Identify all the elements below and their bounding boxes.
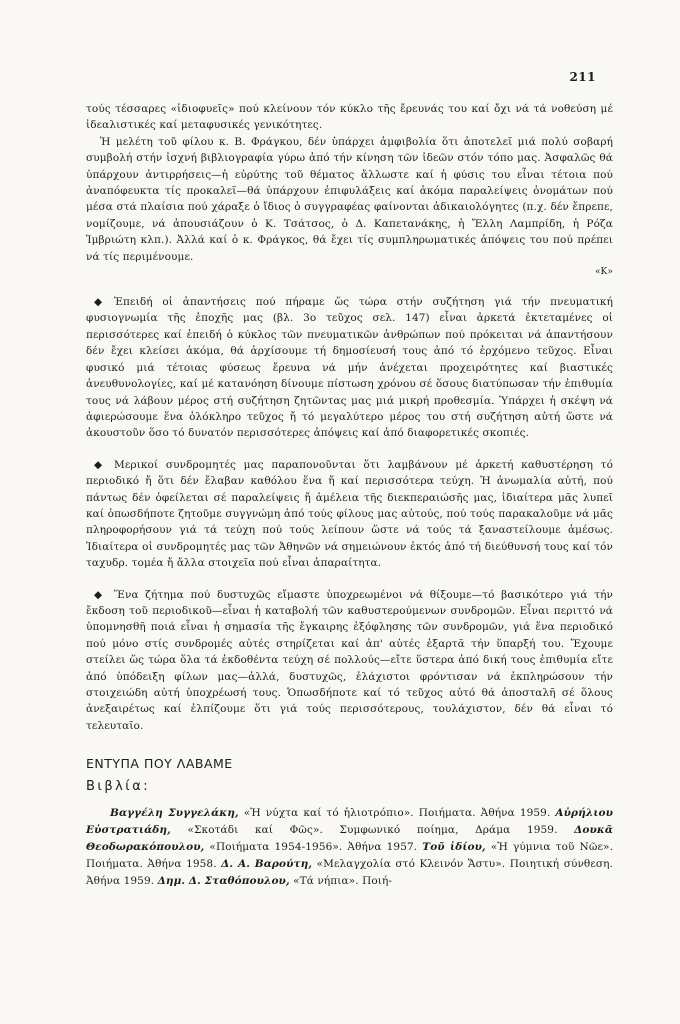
book-details: «Ποιήματα 1954-1956». Ἀθήνα 1957. xyxy=(204,841,423,854)
book-details: «Τά νήπια». Ποιή- xyxy=(289,875,393,888)
book-details: «Ἡ νύχτα καί τό ἡλιοτρόπιο». Ποιήματα. Ἀθήνα 1959. xyxy=(238,807,556,820)
section-heading: ΕΝΤΥΠΑ ΠΟΥ ΛΑΒΑΜΕ xyxy=(86,756,233,772)
diamond-bullet-icon: ◆ xyxy=(94,458,103,471)
notice-survey-text: Ἐπειδή οἱ ἀπαντήσεις πού πήραμε ὥς τώρα στήν συζήτηση γιά τήν πνευματική φυσιογνωμία τῆς ἐποχῆς μας (βλ. 3ο τεῦχος σελ. 147) εἶναι ἀρκετά ἐκτεταμένες οἱ περισσότερες καί ἐπειδή ὁ κύκλος τῶν πνευματικῶν ἀνθρώπων πού πρόκειται νά ἀπαντήσουν δέν ἔχει κλείσει ἀκόμα, θά ἀρχίσουμε τή δημοσίευσή τους ἀπό τό ἐρχόμενο τεῦχος. Εἶναι φυσικό μιά τέτοιας φύσεως ἔρευνα νά μήν ἀνέχεται προχειρότητες καί βιαστικές ἀνευθυνολογίες, καί μέ κατανόηση δίνουμε πίστωση χρόνου σέ ὅσους διατύπωσαν τήν ἐπιθυμία τους νά λάβουν μέρος στή συζήτηση ζητῶντας μας μιά μικρή προθεσμία. Ὑπάρχει ἡ σκέψη νά ἀφιερώσουμε ἕνα ὁλόκληρο τεῦχος ἤ τό μεγαλύτερο μέρος του στή συζήτηση αὐτή ὥστε νά ἀκουστοῦν ὅσο τό δυνατόν περισσότερες ἀπόψεις καί ἀπό διαφορετικές σκοπιές. xyxy=(86,296,613,440)
book-author: Βαγγέλη Συγγελάκη, xyxy=(110,807,239,820)
notice-subscribers xyxy=(86,457,613,572)
notice-survey xyxy=(86,294,613,442)
book-author: Δουκᾶ Θεοδωρακόπουλου, xyxy=(86,824,613,854)
book-author: Δημ. Δ. Σταθόπουλου, xyxy=(157,875,290,888)
book-details: «Ἡ γύμνια τοῦ Νῶε». Ποιήματα. Ἀθήνα 1958. xyxy=(86,841,614,871)
book-author: Δ. Α. Βαρούτη, xyxy=(221,858,313,871)
diamond-bullet-icon: ◆ xyxy=(94,296,103,309)
books-subheading: Βιβλία: xyxy=(86,778,151,794)
page-number: 211 xyxy=(569,70,596,84)
books-list xyxy=(86,805,613,890)
diamond-bullet-icon: ◆ xyxy=(94,588,103,601)
continued-paragraph: τούς τέσσαρες «ἰδιοφυεῖς» πού κλείνουν τόν κύκλο τῆς ἔρευνάς του καί ὄχι νά τά νοθεύση μέ ἰδεαλιστικές καί μεταφυσικές γενικότητες. xyxy=(86,103,613,132)
book-author: Τοῦ ἰδίου, xyxy=(422,841,486,854)
book-details: «Σκοτάδι καί Φῶς». Συμφωνικό ποίημα, Δράμα 1959. xyxy=(170,824,575,837)
text-column xyxy=(86,101,613,890)
notice-payments xyxy=(86,587,613,735)
book-details: «Μελαγχολία στό Κλεινόν Ἄστυ». Ποιητική σύνθεση. Ἀθήνα 1959. xyxy=(86,858,613,888)
book-author: Αὐρήλιου Εὐστρατιάδη, xyxy=(86,807,613,837)
notice-subscribers-text: Μερικοί συνδρομητές μας παραπονοῦνται ὅτι λαμβάνουν μέ ἀρκετή καθυστέρηση τό περιοδικό ἤ ὅτι δέν ἔλαβαν καθόλου ἕνα ἤ καί περισσότερα τεύχη. Ἡ ἀνωμαλία αὐτή, πού πάντως δέν ὀφείλεται σέ παραλείψεις ἤ ἀμέλεια τῆς διεκπεραιώσῆς μας, ἰδιαίτερα μᾶς λυπεῖ καί ὁπωσδήποτε ζητοῦμε συγγνώμη ἀπό τούς φίλους μας αὐτούς, πού τούς παρακαλοῦμε νά μᾶς πληροφορήσουν γιά τά τεύχη πού τούς λείπουν ὥστε νά τούς τά ξαναστείλουμε ἀμέσως. Ἰδιαίτερα οἱ συνδρομητές μας τῶν Ἀθηνῶν νά σημειώνουν ἐκτός ἀπό τή διεύθυνσή τους καί τόν ταχυδρ. τομέα ἤ ἄλλα στοιχεῖα πού εἶναι ἀπαραίτητα. xyxy=(86,458,613,570)
review-paragraph: Ἡ μελέτη τοῦ φίλου κ. Β. Φράγκου, δέν ὑπάρχει ἀμφιβολία ὅτι ἀποτελεῖ μιά πολύ σοβαρή συμβολή στήν ἰσχνή βιβλιογραφία γύρω ἀπό τήν κίνηση τῶν ἰδεῶν στόν τόπο μας. Ἀσφαλῶς θά ὑπάρχουν ἀντιρρήσεις—ἡ εὐρύτης τοῦ θέματος ἄλλωστε καί ἡ φύσις του εἶναι τέτοια πού ἀναπόφευκτα τίς προκαλεῖ—θά ὑπάρχουν ἐπιφυλάξεις καί ἀκόμα παραλείψεις ὀνομάτων πού μέσα στά πλαίσια πού χάραξε ὁ ἴδιος ὁ συγγραφέας φαίνονται ἀδικαιολόγητες (π.χ. δέν ἔπρεπε, νομίζουμε, νά ἀπουσιάζουν ὁ Κ. Τσάτσος, ὁ Δ. Καπετανάκης, ἡ Ἔλλη Λαμπρίδη, ἡ Ρόζα Ἰμβριώτη κλπ.). Ἀλλά καί ὁ κ. Φράγκος, θά ἔχει τίς συμπληρωματικές ἀπόψεις του πού πρέπει νά τίς περιμένουμε. xyxy=(86,135,613,263)
author-signature: «Κ» xyxy=(594,267,613,278)
notice-payments-text: Ἕνα ζήτημα πού δυστυχῶς εἴμαστε ὑποχρεωμένοι νά θίξουμε—τό βασικότερο γιά τήν ἔκδοση τοῦ περιοδικοῦ—εἶναι ἡ καταβολή τῶν καθυστερούμενων συνδρομῶν. Εἶναι περιττό νά ὑπομνησθῆ ποιά εἶναι ἡ σημασία τῆς ἔγκαιρης ἐξόφλησης τῶν συνδρομῶν, γιά ἕνα περιοδικό πού μόνο στίς συνδρομές αὐτές στηρίζεται καί ἀπ' αὐτές ἐξαρτᾶ τήν ὕπαρξή του. Ἔχουμε στείλει ὥς τώρα ὅλα τά ἐκδοθέντα τεύχη σέ πολλούς—εἴτε ὕστερα ἀπό δική τους ἐπιθυμία εἴτε ἀπό ὑπόδειξη φίλων μας—ἀλλά, δυστυχῶς, ἐλάχιστοι φρόντισαν νά ἐκπληρώσουν τήν στοιχειώδη αὐτή ὑποχρέωσή τους. Ὁπωσδήποτε καί τό τεῦχος αὐτό θά ἀποσταλῆ σέ ὅλους ἀνεξαιρέτως καί ἐλπίζουμε ὅτι γιά τούς περισσότερους, τουλάχιστον, δέν θά εἶναι τό τελευταῖο. xyxy=(86,588,613,732)
